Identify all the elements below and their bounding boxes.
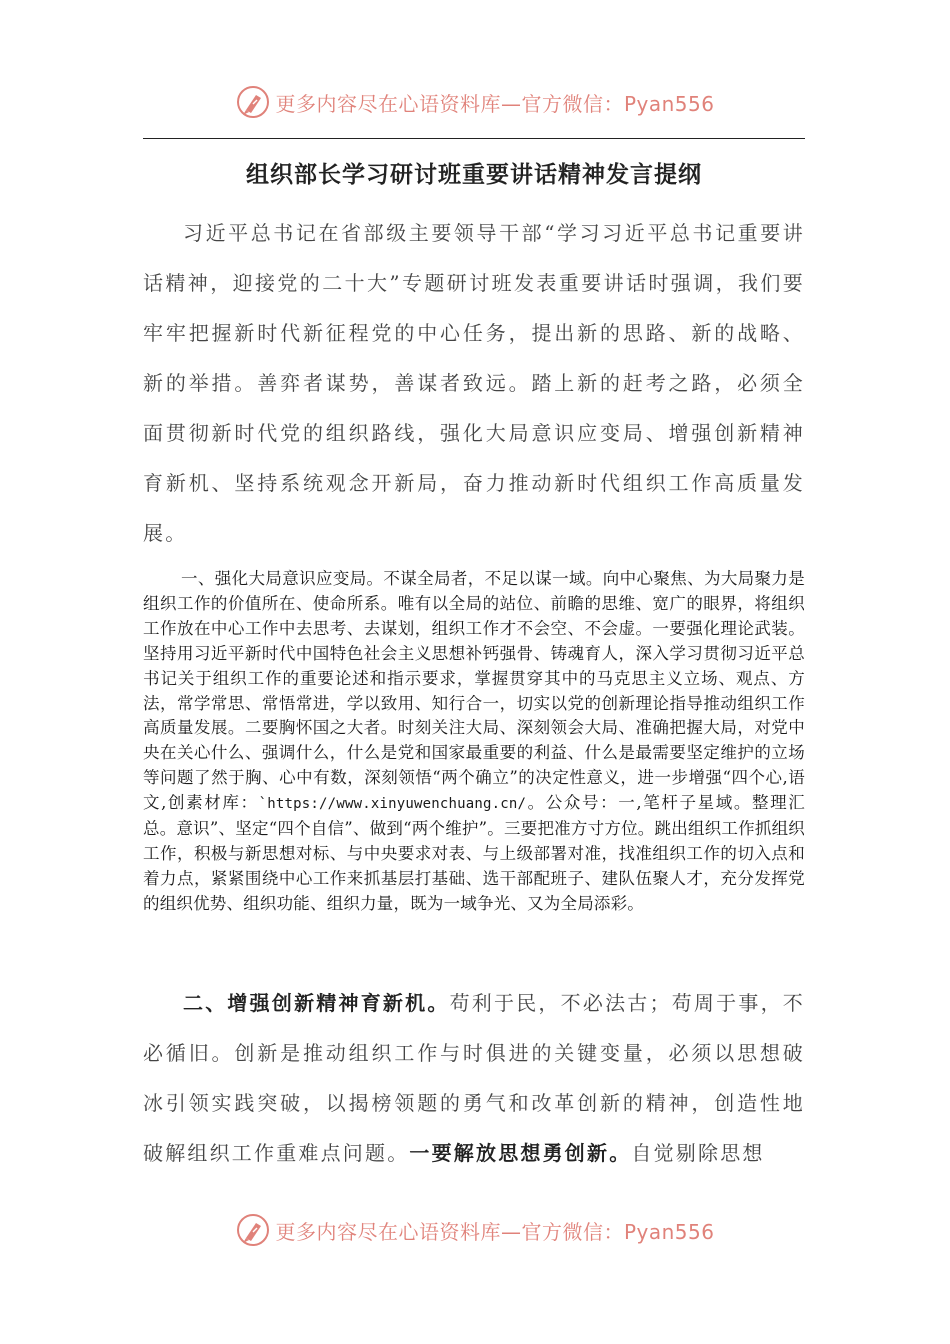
header-banner <box>0 80 950 124</box>
section1-url: `https://www.xinyuwenchuang.cn/ <box>258 796 527 813</box>
section2-text1: 苟利于民，不必法古；苟周于事，不必循旧。创新是推动组织工作与时俱进的关键变量，必须以思想破冰引领实践突破，以揭榜领题的勇气和改革创新的精神，创造性地破解组织工作重难点问题。 <box>143 991 805 1165</box>
section1-text-after-url: 。公众号：一,笔杆子星域。整理汇总。意识”、坚定“四个自信”、做到“两个维护”。三要把准方寸方位。跳出组织工作抓组织工作，积极与新思想对标、与中央要求对表、与上级部署对准，找准组织工作的切入点和着力点，紧紧围绕中心工作来抓基层打基础、选干部配班子、建队伍聚人才，充分发挥党的组织优势、组织功能、组织力量，既为一域争光、又为全局添彩。 <box>143 793 805 913</box>
section2-subheading: 一要解放思想勇创新。 <box>409 1141 632 1165</box>
intro-paragraph: 习近平总书记在省部级主要领导干部“学习习近平总书记重要讲话精神，迎接党的二十大”专题研讨班发表重要讲话时强调，我们要牢牢把握新时代新征程党的中心任务，提出新的思路、新的战略、新的举措。善弈者谋势，善谋者致远。踏上新的赶考之路，必须全面贯彻新时代党的组织路线，强化大局意识应变局、增强创新精神育新机、坚持系统观念开新局，奋力推动新时代组织工作高质量发展。 <box>143 221 805 545</box>
section1-text-before-url: 一、强化大局意识应变局。不谋全局者，不足以谋一域。向中心聚焦、为大局聚力是组织工作的价值所在、使命所系。唯有以全局的站位、前瞻的思维、宽广的眼界，将组织工作放在中心工作中去思考、去谋划，组织工作才不会空、不会虚。一要强化理论武装。坚持用习近平新时代中国特色社会主义思想补钙强骨、铸魂育人，深入学习贯彻习近平总书记关于组织工作的重要论述和指示要求，掌握贯穿其中的马克思主义立场、观点、方法，常学常思、常悟常进，学以致用、知行合一，切实以党的创新理论指导推动组织工作高质量发展。二要胸怀国之大者。时刻关注大局、深刻领会大局、准确把握大局，对党中央在关心什么、强调什么，什么是党和国家最重要的利益、什么是最需要坚定维护的立场等问题了然于胸、心中有数，深刻领悟“两个确立”的决定性意义，进一步增强“四个心,语文,创素材库： <box>143 569 805 813</box>
banner-text: 更多内容尽在心语资料库—官方微信：Pyan556 <box>275 91 715 116</box>
section2-heading: 二、增强创新精神育新机。 <box>183 991 450 1015</box>
banner-text: 更多内容尽在心语资料库—官方微信：Pyan556 <box>275 1219 715 1244</box>
pen-nib-logo-icon <box>235 1212 271 1248</box>
footer-banner <box>0 1208 950 1252</box>
pen-nib-logo-icon <box>235 84 271 120</box>
section1-paragraph <box>143 567 805 917</box>
section2-paragraph <box>143 978 805 1178</box>
header-divider <box>143 138 805 139</box>
section2-text2: 自觉剔除思想 <box>631 1141 765 1165</box>
document-title: 组织部长学习研讨班重要讲话精神发言提纲 <box>246 161 702 188</box>
